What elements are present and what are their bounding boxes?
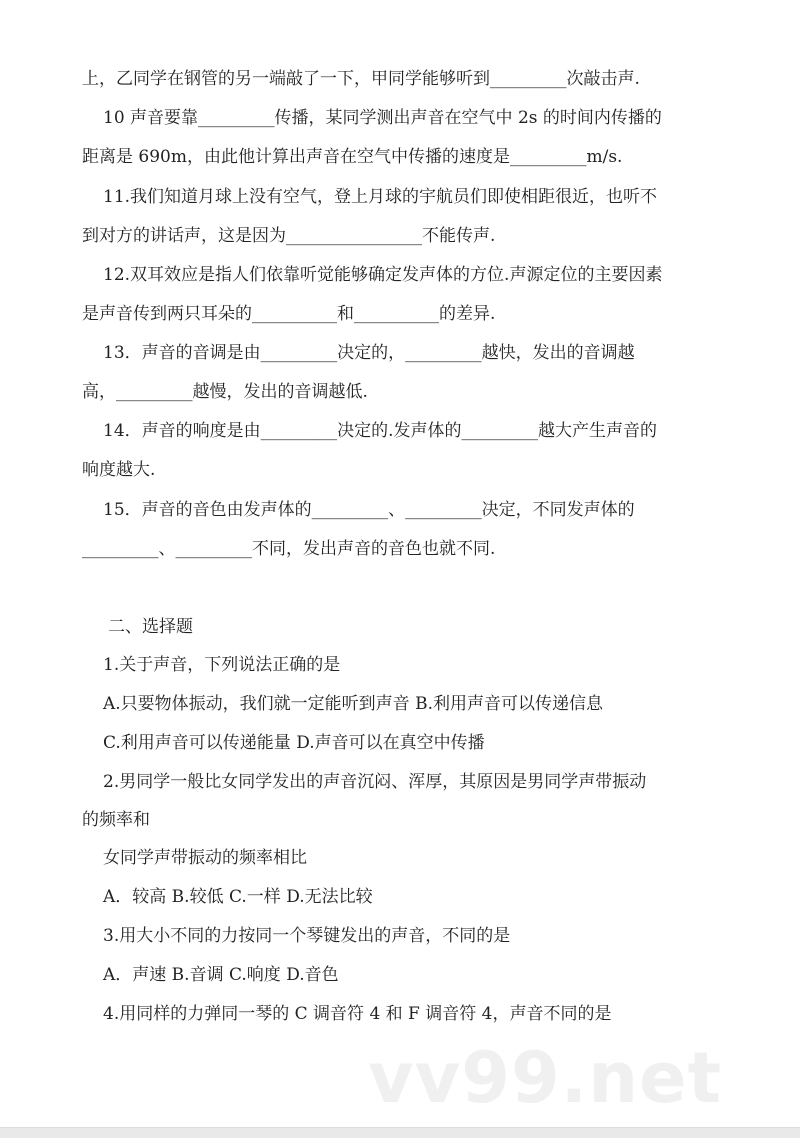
question-13: 13．声音的音调是由_________决定的，_________越快，发出的音调越: [103, 343, 635, 363]
text-line: 高，_________越慢，发出的音调越低.: [82, 382, 368, 402]
text-line: 距离是 690m，由此他计算出声音在空气中传播的速度是_________m/s.: [82, 147, 623, 167]
choice-options: A.只要物体振动，我们就一定能听到声音 B.利用声音可以传递信息: [103, 694, 603, 714]
text-line: 上，乙同学在钢管的另一端敲了一下，甲同学能够听到_________次敲击声.: [82, 69, 640, 89]
text-line: 女同学声带振动的频率相比: [103, 848, 307, 868]
page-bottom-edge: [0, 1127, 800, 1138]
text-line: 的频率和: [82, 810, 150, 830]
choice-question-2: 2.男同学一般比女同学发出的声音沉闷、浑厚，其原因是男同学声带振动: [103, 772, 647, 792]
text-line: 响度越大.: [82, 460, 156, 480]
choice-question-1: 1.关于声音，下列说法正确的是: [103, 655, 341, 675]
choice-question-3: 3.用大小不同的力按同一个琴键发出的声音，不同的是: [103, 926, 511, 946]
text-line: 到对方的讲话声，这是因为________________不能传声.: [82, 226, 496, 246]
question-11: 11.我们知道月球上没有空气，登上月球的宇航员们即使相距很近，也听不: [103, 187, 658, 207]
text-line: 是声音传到两只耳朵的__________和__________的差异.: [82, 304, 496, 324]
text-line: _________、_________不同，发出声音的音色也就不同.: [82, 539, 496, 559]
question-15: 15．声音的音色由发声体的_________、_________决定，不同发声体的: [103, 500, 635, 520]
question-14: 14．声音的响度是由_________决定的.发声体的_________越大产生声音的: [103, 421, 658, 441]
section-title: 二、选择题: [108, 617, 193, 637]
question-12: 12.双耳效应是指人们依靠听觉能够确定发声体的方位.声源定位的主要因素: [103, 265, 663, 285]
choice-options: C.利用声音可以传递能量 D.声音可以在真空中传播: [103, 733, 485, 753]
choice-options: A．较高 B.较低 C.一样 D.无法比较: [103, 887, 373, 907]
watermark: vv99.net: [368, 1037, 723, 1119]
question-10: 10 声音要靠_________传播，某同学测出声音在空气中 2s 的时间内传播的: [103, 108, 662, 128]
choice-options: A．声速 B.音调 C.响度 D.音色: [103, 965, 339, 985]
choice-question-4: 4.用同样的力弹同一琴的 C 调音符 4 和 F 调音符 4，声音不同的是: [103, 1004, 612, 1024]
